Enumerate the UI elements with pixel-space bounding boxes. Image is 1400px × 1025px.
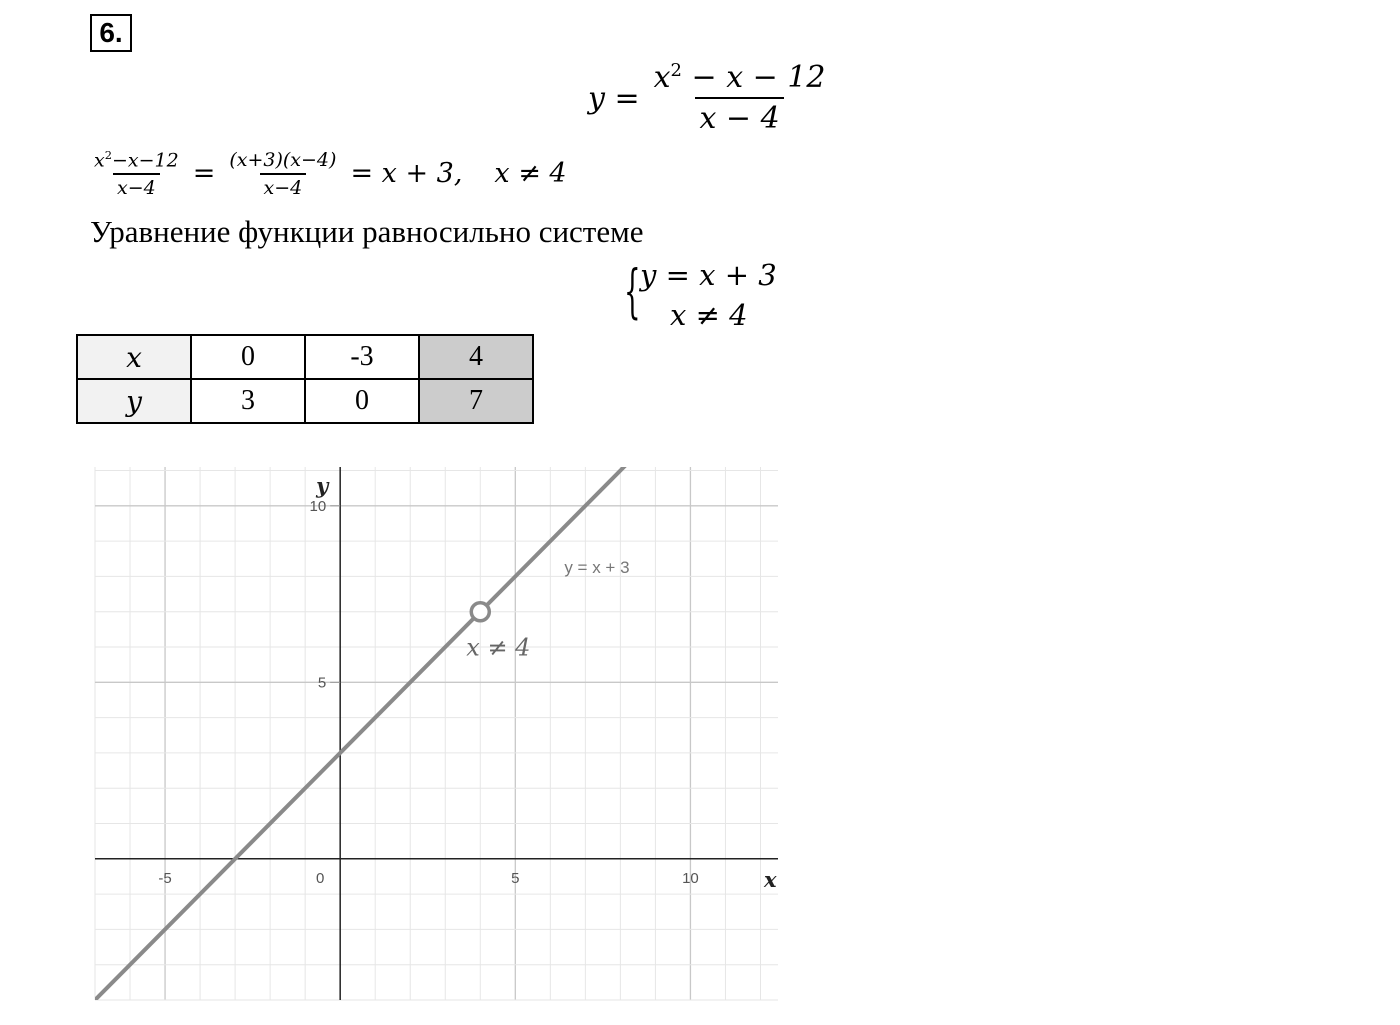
main-denominator: x − 4 bbox=[695, 97, 783, 136]
table-cell: 3 bbox=[191, 379, 305, 423]
x-tick-label: 10 bbox=[682, 869, 699, 887]
table-cell: -3 bbox=[305, 335, 419, 379]
main-numerator-var: x bbox=[653, 60, 671, 95]
system-line-2: x ≠ 4 bbox=[670, 298, 748, 332]
y-tick-label: 10 bbox=[309, 497, 327, 515]
main-numerator-exponent: 2 bbox=[670, 60, 682, 81]
frac1-numerator-exponent: 2 bbox=[104, 148, 112, 162]
frac1-numerator-var: x bbox=[94, 149, 105, 172]
equation-lhs: y = bbox=[588, 80, 640, 116]
system-brace: { bbox=[624, 257, 641, 325]
problem-number: 6. bbox=[90, 14, 132, 52]
simplification-condition: x ≠ 4 bbox=[494, 158, 567, 190]
table-cell: 0 bbox=[305, 379, 419, 423]
table-head-x: x bbox=[77, 335, 191, 379]
y-axis-label: y bbox=[316, 473, 329, 498]
excluded-point-label: x ≠ 4 bbox=[466, 633, 531, 662]
table-cell-highlighted: 7 bbox=[419, 379, 533, 423]
frac1-denominator: x−4 bbox=[113, 173, 160, 199]
x-tick-label: 5 bbox=[511, 869, 520, 887]
explanation-sentence: Уравнение функции равносильно системе bbox=[90, 214, 644, 249]
x-axis-label: x bbox=[764, 866, 777, 892]
frac2-numerator: (x+3)(x−4) bbox=[229, 148, 337, 171]
table-head-y: y bbox=[77, 379, 191, 423]
equals-sign: = bbox=[192, 158, 216, 190]
x-tick-label: 0 bbox=[316, 869, 325, 887]
table-cell-highlighted: 4 bbox=[419, 335, 533, 379]
simplification-result: = x + 3, bbox=[350, 158, 463, 190]
excluded-point bbox=[471, 603, 489, 621]
main-numerator-rest: − x − 12 bbox=[682, 60, 826, 95]
y-tick-label: 5 bbox=[317, 674, 327, 692]
x-tick-label: -5 bbox=[158, 869, 172, 887]
frac2-denominator: x−4 bbox=[260, 173, 307, 199]
frac1-numerator-rest: −x−12 bbox=[111, 149, 179, 172]
system-line-1: y = x + 3 bbox=[640, 258, 777, 292]
series-line bbox=[95, 312, 778, 1000]
table-cell: 0 bbox=[191, 335, 305, 379]
series-line-label: y = x + 3 bbox=[564, 557, 630, 577]
